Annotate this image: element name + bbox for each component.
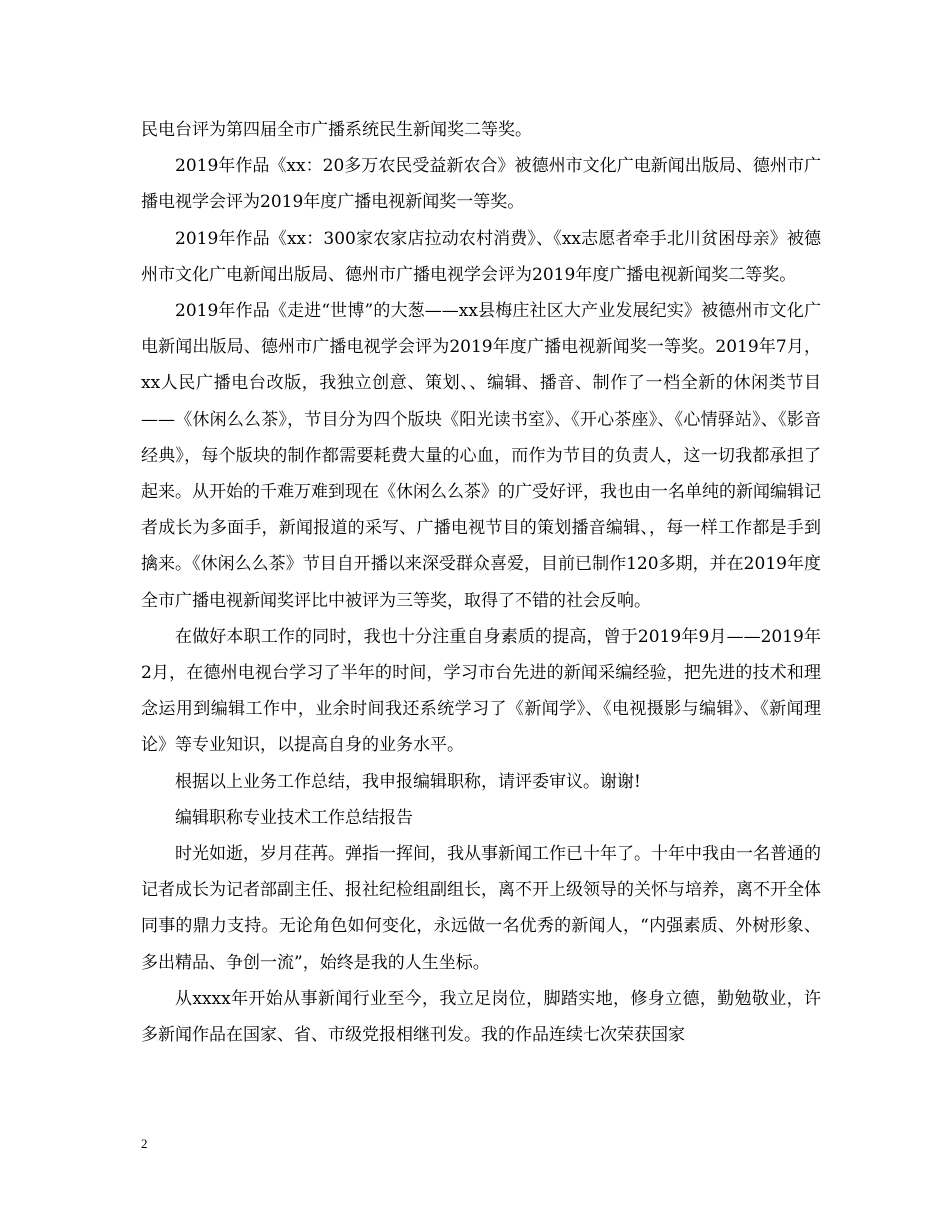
- paragraph-7: 时光如逝，岁月荏苒。弹指一挥间，我从事新闻工作已十年了。十年中我由一名普通的记者成长为记者部副主任、报社纪检组副组长，离不开上级领导的关怀与培养，离不开全体同事的鼎力支持。无论角色如何变化，永远做一名优秀的新闻人，“内强素质、外树形象、多出精品、争创一流”，始终是我的人生坐标。: [141, 844, 821, 973]
- section-heading: 编辑职称专业技术工作总结报告: [175, 807, 413, 828]
- paragraph-3: 2019年作品《xx：300家农家店拉动农村消费》、《xx志愿者牵手北川贫困母亲》被德州市文化广电新闻出版局、德州市广播电视学会评为2019年度广播电视新闻奖二等奖。: [141, 228, 821, 285]
- document-body: [141, 112, 821, 1053]
- paragraph-5: 在做好本职工作的同时，我也十分注重自身素质的提高，曾于2019年9月——2019年2月，在德州电视台学习了半年的时间，学习市台先进的新闻采编经验，把先进的技术和理念运用到编辑工作中，业余时间我还系统学习了《新闻学》、《电视摄影与编辑》、《新闻理论》等专业知识，以提高自身的业务水平。: [141, 626, 821, 756]
- paragraph-2: 2019年作品《xx：20多万农民受益新农合》被德州市文化广电新闻出版局、德州市广播电视学会评为2019年度广播电视新闻奖一等奖。: [141, 156, 821, 213]
- page-number: 2: [141, 1136, 148, 1151]
- paragraph-6: 根据以上业务工作总结，我申报编辑职称，请评委审议。谢谢!: [175, 771, 641, 792]
- paragraph-4: 2019年作品《走进“世博”的大葱——xx县梅庄社区大产业发展纪实》被德州市文化广电新闻出版局、德州市广播电视学会评为2019年度广播电视新闻奖一等奖。2019年7月，xx人民广播电台改版，我独立创意、策划、、编辑、播音、制作了一档全新的休闲类节目——《休闲么么茶》，节目分为四个版块《阳光读书室》、《开心茶座》、《心情驿站》、《影音经典》，每个版块的制作都需要耗费大量的心血，而作为节目的负责人，这一切我都承担了起来。从开始的千难万难到现在《休闲么么茶》的广受好评，我也由一名单纯的新闻编辑记者成长为多面手，新闻报道的采写、广播电视节目的策划播音编辑、，每一样工作都是手到擒来。《休闲么么茶》节目自开播以来深受群众喜爱，目前已制作120多期，并在2019年度全市广播电视新闻奖评比中被评为三等奖，取得了不错的社会反响。: [141, 301, 821, 611]
- paragraph-1: 民电台评为第四届全市广播系统民生新闻奖二等奖。: [141, 120, 532, 140]
- paragraph-8: 从xxxx年开始从事新闻行业至今，我立足岗位，脚踏实地，修身立德，勤勉敬业，许多新闻作品在国家、省、市级党报相继刊发。我的作品连续七次荣获国家: [141, 988, 821, 1046]
